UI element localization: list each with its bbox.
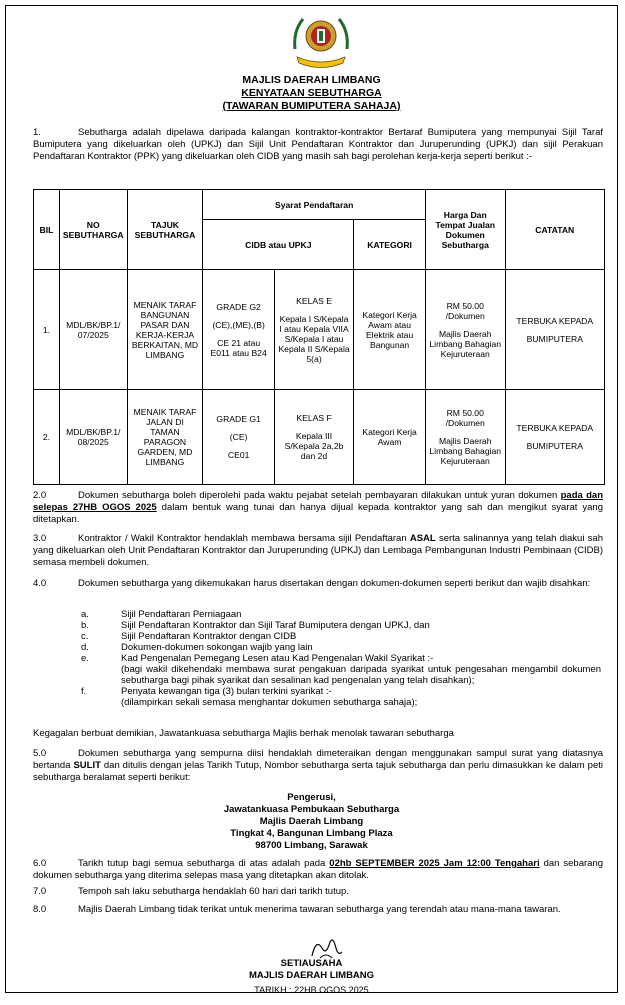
cell-no: MDL/BK/BP.1/ 08/2025: [59, 390, 127, 485]
paragraph-8: [33, 904, 603, 916]
cell-no: MDL/BK/BP.1/ 07/2025: [59, 270, 127, 390]
list-item-note: [81, 697, 601, 708]
para-text: Tempoh sah laku sebutharga hendaklah 60 hari dari tarikh tutup.: [78, 886, 349, 897]
para-number: 1.: [33, 127, 41, 138]
date-line: TARIKH : 22HB OGOS 2025: [254, 985, 369, 995]
item-note: (dilampirkan sekali semasa menghantar dokumen sebutharga sahaja);: [121, 697, 418, 708]
cell-kategori: Kategori Kerja Awam atau Elektrik atau Bangunan: [354, 270, 426, 390]
document-list: [81, 609, 601, 708]
header-no: NO SEBUTHARGA: [59, 190, 127, 270]
cell-cidb: [203, 270, 274, 390]
para-number: 7.0: [33, 886, 47, 897]
kelas-detail: Kepala III S/Kepala 2a,2b dan 2d: [284, 431, 344, 461]
address-line: Pengerusi,: [287, 792, 336, 803]
para-number: 8.0: [33, 904, 47, 915]
header-harga: Harga Dan Tempat Jualan Dokumen Sebutharga: [425, 190, 505, 270]
catatan-line1: TERBUKA KEPADA: [516, 423, 594, 433]
para-number: 3.0: [33, 533, 47, 544]
cell-kategori: Kategori Kerja Awam: [354, 390, 426, 485]
cell-catatan: [505, 270, 604, 390]
header-catatan: CATATAN: [505, 190, 604, 270]
item-text: Sijil Pendaftaran Kontraktor dan Sijil Taraf Bumiputera dengan UPKJ, dan: [121, 620, 430, 631]
notice-page: [5, 5, 618, 993]
cidb-grade: GRADE G1: [216, 414, 261, 424]
item-note: (bagi wakil dikehendaki membawa surat pengakuan daripada syarikat untuk pengesahan mengambil dokumen sebutharga bagi pihak syarikat dan sesalinan kad pengenalan yang telah disahkan);: [121, 664, 601, 686]
paragraph-3: [33, 533, 603, 569]
paragraph-5: [33, 748, 603, 784]
para-text: Dokumen sebutharga yang dikemukakan harus disertakan dengan dokumen-dokumen seperti berikut dan wajib disahkan:: [78, 578, 591, 589]
cidb-code: CE01: [227, 450, 250, 460]
paragraph-7: [33, 886, 603, 898]
header-kategori: KATEGORI: [354, 220, 426, 270]
kelas-detail: Kepala I S/Kepala I atau Kepala VIIA S/Kepala I atau Kepala II S/Kepala 5(a): [278, 313, 350, 364]
catatan-line2: BUMIPUTERA: [526, 333, 583, 344]
cidb-code: CE 21 atau E011 atau B24: [210, 337, 267, 358]
para-emphasis: 02hb SEPTEMBER 2025 Jam 12:00 Tengahari: [329, 858, 540, 869]
item-text: Sijil Pendaftaran Kontraktor dengan CIDB: [121, 631, 297, 642]
cell-catatan: [505, 390, 604, 485]
header-cidb: CIDB atau UPKJ: [203, 220, 354, 270]
para-number: 6.0: [33, 858, 47, 869]
cell-harga: [425, 390, 505, 485]
tempat-jualan: Majlis Daerah Limbang Bahagian Kejuruteraan: [429, 328, 502, 359]
address-line: Jawatankuasa Pembukaan Sebutharga: [223, 804, 400, 815]
tempat-jualan: Majlis Daerah Limbang Bahagian Kejuruteraan: [429, 436, 502, 466]
list-item: [81, 642, 601, 653]
cidb-category: (CE),(ME),(B): [212, 319, 265, 330]
cell-cidb: [203, 390, 274, 485]
header-bil: BIL: [34, 190, 60, 270]
para-number: 2.0: [33, 490, 47, 501]
para-number: 5.0: [33, 748, 47, 759]
paragraph-6: [33, 858, 603, 882]
cell-kelas: [274, 390, 353, 485]
item-text: Dokumen-dokumen sokongan wajib yang lain: [121, 642, 313, 653]
para-text-cont: dan sebarang dokumen sebutharga yang diterima selepas masa yang ditetapkan akan ditolak.: [33, 858, 604, 881]
cell-bil: 1.: [34, 270, 60, 390]
cell-harga: [425, 270, 505, 390]
item-key: d.: [81, 642, 89, 653]
para-number: 4.0: [33, 578, 47, 589]
para-text: Majlis Daerah Limbang tidak terikat untuk menerima tawaran sebutharga yang terendah atau mana-mana tawaran.: [78, 904, 561, 915]
paragraph-2: [33, 490, 603, 526]
cidb-grade: GRADE G2: [216, 301, 261, 312]
notice-subtitle: (TAWARAN BUMIPUTERA SAHAJA): [222, 100, 401, 112]
catatan-line2: BUMIPUTERA: [526, 441, 583, 451]
list-item-note: [81, 664, 601, 686]
notice-title: KENYATAAN SEBUTHARGA: [241, 87, 382, 99]
cell-kelas: [274, 270, 353, 390]
header-tajuk: TAJUK SEBUTHARGA: [127, 190, 203, 270]
item-key: b.: [81, 620, 89, 631]
paragraph-1: [33, 127, 603, 163]
para-text-cont: serta salinannya yang telah diakui sah yang dikeluarkan oleh Unit Pendaftaran Kontraktor dan Juruperunding (UPKJ) dan Lembaga Pembangunan Industri Pembinaan (CIDB) semasa membeli dokumen.: [33, 533, 603, 568]
list-item: [81, 609, 601, 620]
kegagalan-note: Kegagalan berbuat demikian, Jawatankuasa sebutharga Majlis berhak menolak tawaran sebutharga: [33, 728, 454, 739]
table-row: [34, 390, 605, 485]
address-line: Tingkat 4, Bangunan Limbang Plaza: [230, 828, 393, 839]
list-item: [81, 620, 601, 631]
majlis-logo: [289, 9, 353, 71]
list-item: [81, 686, 601, 697]
kelas: KELAS F: [296, 413, 332, 423]
para-emphasis: SULIT: [73, 760, 101, 771]
address-line: Majlis Daerah Limbang: [259, 816, 364, 827]
signatory-title: SETIAUSAHA: [280, 958, 343, 969]
paragraph-4: [33, 578, 603, 590]
para-emphasis: ASAL: [409, 533, 436, 544]
cidb-category: (CE): [229, 432, 248, 442]
item-text: Penyata kewangan tiga (3) bulan terkini syarikat :-: [121, 686, 332, 697]
para-text: Dokumen sebutharga boleh diperolehi pada waktu pejabat setelah pembayaran dilakukan untuk yuran dokumen: [78, 490, 558, 501]
catatan-line1: TERBUKA KEPADA: [516, 315, 594, 326]
signatory-org: MAJLIS DAERAH LIMBANG: [248, 970, 375, 981]
para-text-cont: dan ditulis dengan jelas Tarikh Tutup, Nombor sebutharga serta tajuk sebutharga dan perlu dimasukkan ke dalam peti sebutharga beralamat seperti berikut:: [33, 760, 603, 783]
item-key: a.: [81, 609, 89, 620]
item-key: f.: [81, 686, 87, 697]
header-syarat: Syarat Pendaftaran: [203, 190, 426, 220]
list-item: [81, 631, 601, 642]
para-text: Tarikh tutup bagi semua sebutharga di atas adalah pada: [78, 858, 326, 869]
harga: RM 50.00 /Dokumen: [445, 300, 485, 321]
list-item: [81, 653, 601, 664]
org-heading: MAJLIS DAERAH LIMBANG: [242, 74, 381, 86]
address-line: 98700 Limbang, Sarawak: [255, 840, 368, 851]
para-text: Sebutharga adalah dipelawa daripada kalangan kontraktor-kontraktor Bertaraf Bumiputera yang mempunyai Sijil Taraf Bumiputera yang dikeluarkan oleh (UPKJ) dan Sijil Unit Pendaftaran Kontraktor dan Juruperunding (UPKJ) dan sijil Perakuan Pendaftaran Kontraktor (PPK) yang dikeluarkan oleh CIDB yang masih sah bagi perolehan kerja-kerja seperti berikut :-: [33, 127, 603, 162]
cell-tajuk: MENAIK TARAF JALAN DI TAMAN PARAGON GARDEN, MD LIMBANG: [127, 390, 203, 485]
para-text: Dokumen sebutharga yang sempurna diisi hendaklah dimeteraikan dengan menggunakan sampul surat yang diatasnya bertanda: [33, 748, 603, 771]
item-key: e.: [81, 653, 89, 664]
para-text-cont: dalam bentuk wang tunai dan hanya dijual kepada kontraktor yang sah dan mengikut syarat yang ditetapkan.: [33, 502, 603, 525]
cell-bil: 2.: [34, 390, 60, 485]
harga: RM 50.00 /Dokumen: [445, 408, 485, 428]
item-key: c.: [81, 631, 89, 642]
item-text: Kad Pengenalan Pemegang Lesen atau Kad Pengenalan Wakil Syarikat :-: [121, 653, 434, 664]
quotation-table: [33, 189, 605, 485]
table-row: [34, 270, 605, 390]
item-text: Sijil Pendaftaran Perniagaan: [121, 609, 242, 620]
kelas: KELAS E: [296, 295, 332, 306]
cell-tajuk: MENAIK TARAF BANGUNAN PASAR DAN KERJA-KERJA BERKAITAN, MD LIMBANG: [127, 270, 203, 390]
para-emphasis: pada dan selepas 27HB OGOS 2025: [33, 490, 603, 513]
para-text: Kontraktor / Wakil Kontraktor hendaklah membawa bersama sijil Pendaftaran: [78, 533, 407, 544]
